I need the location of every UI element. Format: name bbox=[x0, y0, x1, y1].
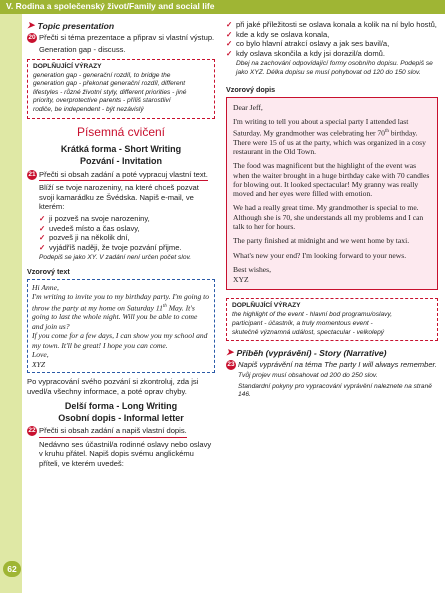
vocab-box-title: DOPLŇUJÍCÍ VÝRAZY bbox=[33, 62, 102, 70]
vocab-line: participant - účastník, a truly momentous event - bbox=[232, 320, 373, 328]
check-icon: ✓ bbox=[39, 223, 46, 233]
vocab-box-title: DOPLŇUJÍCÍ VÝRAZY bbox=[232, 302, 301, 310]
task-number-badge: 22 bbox=[28, 427, 36, 435]
check-icon: ✓ bbox=[226, 20, 233, 29]
letter-paragraph: I'm writing to tell you about a special party I attended last Saturday. My grandmother was celebrating her 70th birthday. There were 15 of us at the party, which was organized in a cosy restaurant in the Old Town. bbox=[233, 117, 426, 156]
model-letter-label: Vzorový dopis bbox=[226, 85, 276, 95]
section-title: Písemná cvičení bbox=[76, 124, 166, 139]
list-item: ✓ ji pozveš na svoje narozeniny, bbox=[39, 213, 150, 223]
story-note-1: Tvůj projev musí obsahovat od 200 do 250 slov. bbox=[238, 372, 378, 380]
check-icon: ✓ bbox=[39, 233, 46, 243]
page-sidebar bbox=[0, 0, 22, 593]
story-title: Příběh (vyprávění) - Story (Narrative) bbox=[236, 347, 387, 358]
vocab-line: rodiče, be independent - být nezávislý bbox=[33, 105, 144, 113]
check-icon: ✓ bbox=[39, 242, 46, 252]
letter-paragraph: What's new your end? I'm looking forward to your news. bbox=[233, 250, 407, 260]
task-number-badge: 21 bbox=[28, 170, 36, 178]
informal-letter-title: Osobní dopis - Informal letter bbox=[58, 413, 184, 424]
vocab-box-body bbox=[33, 72, 209, 115]
chapter-header-band bbox=[0, 0, 445, 14]
arrow-icon: ➤ bbox=[27, 20, 35, 30]
task-23-text: Napiš vyprávění na téma The party I will always remember. bbox=[238, 360, 437, 370]
task-21 bbox=[27, 170, 215, 182]
letter-line: I'm writing to invite you to my birthday party. I'm going to throw the party at my home on Saturday 11th May. It's going to last the whole night. Will you be able to come and join us? bbox=[32, 292, 210, 331]
task-number-badge: 20 bbox=[28, 34, 36, 41]
list-item: ✓ při jaké příležitosti se oslava konala a kolik na ní bylo hostů, bbox=[226, 20, 437, 29]
vocab-box-body bbox=[232, 311, 432, 337]
vocab-line: generation gap - generační rozdíl, to bridge the bbox=[33, 71, 171, 79]
left-column bbox=[27, 20, 215, 470]
list-item: ✓ kdy oslava skončila a kdy jsi dorazil/a domů. bbox=[226, 48, 385, 58]
list-item: ✓ co bylo hlavní atrakcí oslavy a jak ses bavil/a, bbox=[226, 39, 390, 49]
letter-paragraph: Best wishes, bbox=[233, 264, 271, 274]
vocab-line: generation gap - překonat generační rozdíl, different bbox=[33, 80, 186, 88]
invitation-title: Pozvání - Invitation bbox=[79, 155, 162, 166]
vocab-box-1 bbox=[27, 59, 215, 119]
check-icon: ✓ bbox=[226, 48, 233, 58]
letter-paragraph: XYZ bbox=[233, 275, 249, 285]
topic-heading bbox=[27, 20, 215, 31]
letter-paragraph: We had a really great time. My grandmother is special to me. Although she is 70, she understands all my problems and I can talk to her for hours. bbox=[233, 203, 424, 231]
arrow-icon: ➤ bbox=[226, 347, 234, 358]
long-writing-title: Delší forma - Long Writing bbox=[64, 401, 178, 412]
list-item: ✓ pozveš ji na několik dní, bbox=[39, 233, 130, 243]
vocab-line: lifestyles - různé životní styly, different priorities - jiné bbox=[33, 88, 187, 96]
letter-line: Love, bbox=[32, 350, 49, 360]
task-22-text: Přečti si obsah zadání a napiš vlastní dopis. bbox=[39, 426, 187, 438]
task-21-text: Přečti si obsah zadání a poté vypracuj vlastní text. bbox=[39, 170, 208, 182]
vocab-line: priority, overprotective parents - příliš starostliví bbox=[33, 97, 171, 105]
task-20-text: Přečti si téma prezentace a připrav si vlastní výstup. bbox=[39, 33, 215, 42]
short-writing-title: Krátká forma - Short Writing bbox=[60, 143, 182, 154]
letter-line: If you come for a few days, I can show you my school and my town. It'll be great! I hope you can come. bbox=[32, 331, 208, 350]
page-number: 62 bbox=[3, 561, 21, 577]
letter-paragraph: The food was magnificent but the highlight of the event was when the waiter brought in a huge birthday cake with 70 candles for blowing out. It looked spectacular! My granny was really moved and her eyes were filled with emotion. bbox=[233, 161, 430, 199]
model-text-label: Vzorový text bbox=[27, 266, 70, 276]
vocab-box-2 bbox=[226, 298, 438, 341]
after-letter-text: Po vypracování svého pozvání si zkontroluj, zda jsi uvedl/a všechny informace, a poté oprav chyby. bbox=[27, 376, 199, 396]
task-22-bullets bbox=[226, 20, 438, 58]
task-20-topic: Generation gap - discuss. bbox=[39, 45, 126, 54]
list-item: ✓ kde a kdy se oslava konala, bbox=[226, 29, 330, 39]
letter-line: Hi Anne, bbox=[32, 282, 59, 292]
task-21-note: Podepiš se jako XY. V zadání není určen počet slov. bbox=[39, 254, 192, 262]
task-21-body: Blíží se tvoje narozeniny, na které chceš pozvat svoji kamarádku ze Švédska. Napiš e-mail, ve kterém: bbox=[39, 183, 199, 212]
story-heading bbox=[226, 347, 438, 358]
model-invitation-letter bbox=[27, 279, 215, 373]
topic-title: Topic presentation bbox=[37, 20, 115, 31]
task-20 bbox=[27, 33, 215, 43]
model-informal-letter bbox=[226, 97, 438, 290]
story-note-2: Standardní pokyny pro vypracování vyprávění naleznete na straně 146. bbox=[238, 382, 432, 399]
check-icon: ✓ bbox=[226, 29, 233, 39]
task-22-note: Dbej na zachování odpovídající formy osobního dopisu. Podepiš se jako XYZ. Délka dopisu se musí pohybovat od 120 do 150 slov. bbox=[236, 60, 433, 76]
task-22-body: Nedávno ses účastnil/a rodinné oslavy nebo oslavy v kruhu přátel. Napiš dopis svému anglickému příteli, ve kterém uvedeš: bbox=[39, 439, 212, 468]
list-item: ✓ vyjádříš naději, že tvoje pozvání přijme. bbox=[39, 242, 182, 252]
check-icon: ✓ bbox=[226, 39, 233, 49]
letter-line: XYZ bbox=[32, 359, 46, 369]
task-22 bbox=[27, 426, 215, 438]
letter-paragraph: The party finished at midnight and we went home by taxi. bbox=[233, 236, 410, 246]
list-item: ✓ uvedeš místo a čas oslavy, bbox=[39, 223, 140, 233]
vocab-line: skutečně významná událost, spectacular - velkolepý bbox=[232, 328, 385, 336]
check-icon: ✓ bbox=[39, 213, 46, 223]
task-21-bullets bbox=[27, 214, 215, 252]
letter-paragraph: Dear Jeff, bbox=[233, 103, 263, 113]
chapter-header: V. Rodina a společenský život/Family and social life bbox=[6, 1, 215, 11]
vocab-line: the highlight of the event - hlavní bod programu/oslavy, bbox=[232, 311, 393, 319]
task-23 bbox=[226, 360, 438, 370]
right-column bbox=[226, 20, 438, 399]
task-number-badge: 23 bbox=[227, 361, 235, 369]
